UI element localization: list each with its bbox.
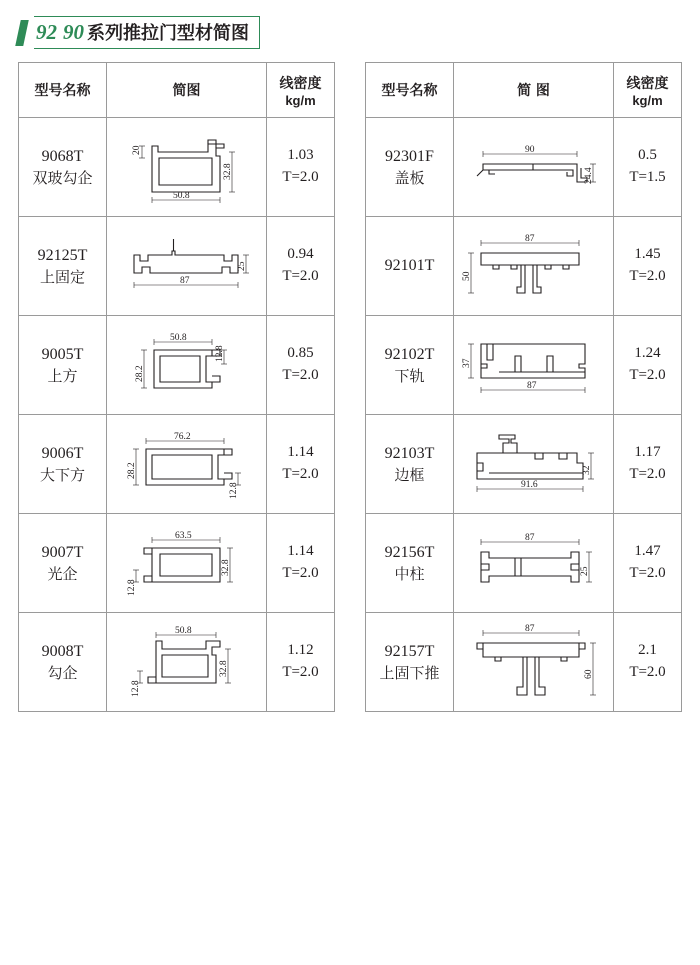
density-cell bbox=[267, 316, 335, 415]
density-value: 1.03 bbox=[287, 147, 314, 164]
dim-label: 12.8 bbox=[130, 680, 141, 697]
thickness-value: T=2.0 bbox=[629, 664, 666, 680]
table-row bbox=[19, 514, 335, 613]
density-value: 0.5 bbox=[638, 147, 657, 164]
header-name: 型号名称 bbox=[19, 63, 107, 118]
left-spec-table bbox=[18, 62, 335, 712]
dim-label: 50 bbox=[461, 271, 472, 281]
dim-label: 32.8 bbox=[218, 660, 229, 677]
profile-code: 92101T bbox=[384, 257, 435, 275]
header-density-label: 线密度 bbox=[279, 75, 322, 92]
dim-label: 25 bbox=[236, 261, 247, 271]
profile-code: 92156T bbox=[384, 544, 435, 562]
dim-label: 32 bbox=[581, 465, 592, 475]
dim-label: 87 bbox=[524, 533, 534, 543]
density-value: 1.12 bbox=[287, 642, 314, 659]
profile-cn-name: 上固下推 bbox=[379, 663, 440, 682]
table-row bbox=[366, 514, 682, 613]
profile-figure-cell bbox=[454, 613, 614, 712]
profile-diagram-9007t bbox=[112, 518, 262, 608]
density-cell bbox=[614, 118, 682, 217]
density-value: 0.94 bbox=[287, 246, 314, 263]
profile-cn-name: 双玻勾企 bbox=[32, 168, 93, 187]
density-value: 2.1 bbox=[638, 642, 657, 659]
thickness-value: T=2.0 bbox=[282, 367, 319, 383]
thickness-value: T=2.0 bbox=[282, 664, 319, 680]
density-cell bbox=[267, 514, 335, 613]
profile-figure-cell bbox=[454, 415, 614, 514]
header-name: 型号名称 bbox=[366, 63, 454, 118]
profile-cn-name: 光企 bbox=[47, 564, 78, 583]
profile-figure-cell bbox=[454, 118, 614, 217]
profile-code: 92103T bbox=[384, 445, 435, 463]
profile-cn-name: 勾企 bbox=[47, 663, 78, 682]
dim-label: 63.5 bbox=[174, 531, 192, 541]
density-value: 1.47 bbox=[634, 543, 661, 560]
density-value: 1.45 bbox=[634, 246, 661, 263]
dim-label: 12.8 bbox=[228, 482, 239, 499]
title-series-90: 90 bbox=[63, 20, 84, 44]
dim-label: 25 bbox=[579, 566, 590, 576]
profile-name-cell bbox=[19, 118, 107, 217]
table-row bbox=[366, 613, 682, 712]
profile-code: 92301F bbox=[385, 148, 434, 166]
table-row bbox=[19, 118, 335, 217]
profile-diagram-92156t bbox=[459, 518, 609, 608]
profile-name-cell bbox=[366, 217, 454, 316]
title-box bbox=[34, 16, 260, 49]
profile-figure-cell bbox=[454, 514, 614, 613]
density-value: 1.24 bbox=[634, 345, 661, 362]
profile-figure-cell bbox=[107, 217, 267, 316]
profile-diagram-9008t bbox=[112, 617, 262, 707]
profile-figure-cell bbox=[107, 118, 267, 217]
dim-label: 32.8 bbox=[220, 559, 231, 576]
dim-label: 12.8 bbox=[126, 579, 137, 596]
profile-name-cell bbox=[19, 316, 107, 415]
dim-label: 32.8 bbox=[222, 163, 233, 180]
profile-code: 9007T bbox=[41, 544, 84, 562]
dim-label: 91.6 bbox=[520, 480, 538, 490]
header-density-unit: kg/m bbox=[632, 92, 663, 108]
profile-cn-name: 边框 bbox=[394, 465, 425, 484]
profile-name-cell bbox=[366, 514, 454, 613]
table-row bbox=[366, 415, 682, 514]
thickness-value: T=2.0 bbox=[629, 367, 666, 383]
profile-figure-cell bbox=[454, 316, 614, 415]
profile-figure-cell bbox=[107, 415, 267, 514]
profile-code: 9005T bbox=[41, 346, 84, 364]
header-density bbox=[267, 63, 335, 118]
profile-diagram-9005t bbox=[112, 320, 262, 410]
thickness-value: T=2.0 bbox=[282, 466, 319, 482]
thickness-value: T=2.0 bbox=[282, 268, 319, 284]
profile-code: 92125T bbox=[37, 247, 88, 265]
profile-name-cell bbox=[19, 514, 107, 613]
table-header-row bbox=[19, 63, 335, 118]
dim-label: 28.2 bbox=[126, 462, 137, 479]
profile-name-cell bbox=[19, 613, 107, 712]
profile-code: 9068T bbox=[41, 148, 84, 166]
profile-name-cell bbox=[366, 118, 454, 217]
tables-container bbox=[18, 62, 682, 712]
table-row bbox=[19, 316, 335, 415]
thickness-value: T=2.0 bbox=[629, 268, 666, 284]
dim-label: 87 bbox=[179, 276, 189, 286]
table-row bbox=[366, 316, 682, 415]
density-cell bbox=[267, 217, 335, 316]
profile-name-cell bbox=[366, 316, 454, 415]
profile-name-cell bbox=[19, 217, 107, 316]
density-value: 1.14 bbox=[287, 444, 314, 461]
dim-label: 50.8 bbox=[172, 191, 190, 201]
density-cell bbox=[614, 514, 682, 613]
profile-diagram-9006t bbox=[112, 419, 262, 509]
header-density-unit: kg/m bbox=[285, 92, 316, 108]
dim-label: 87 bbox=[524, 624, 534, 634]
header-figure: 简 图 bbox=[454, 63, 614, 118]
profile-diagram-92301f bbox=[459, 122, 609, 212]
profile-figure-cell bbox=[454, 217, 614, 316]
density-value: 0.85 bbox=[287, 345, 314, 362]
table-row bbox=[19, 613, 335, 712]
title-text: 系列推拉门型材简图 bbox=[87, 23, 249, 44]
profile-cn-name: 上固定 bbox=[39, 267, 85, 286]
header-density-label: 线密度 bbox=[626, 75, 669, 92]
header-density bbox=[614, 63, 682, 118]
density-cell bbox=[267, 415, 335, 514]
right-spec-table bbox=[365, 62, 682, 712]
profile-diagram-9068t bbox=[112, 122, 262, 212]
dim-label: 87 bbox=[526, 381, 536, 391]
profile-diagram-92102t bbox=[459, 320, 609, 410]
dim-label: 60 bbox=[583, 669, 594, 679]
density-cell bbox=[267, 118, 335, 217]
profile-name-cell bbox=[366, 613, 454, 712]
profile-cn-name: 上方 bbox=[47, 366, 78, 385]
profile-cn-name: 大下方 bbox=[39, 465, 85, 484]
header-figure: 简图 bbox=[107, 63, 267, 118]
table-header-row bbox=[366, 63, 682, 118]
thickness-value: T=2.0 bbox=[629, 466, 666, 482]
density-cell bbox=[614, 316, 682, 415]
table-row bbox=[19, 217, 335, 316]
dim-label: 50.8 bbox=[169, 333, 187, 343]
profile-cn-name: 盖板 bbox=[394, 168, 425, 187]
dim-label: 37 bbox=[461, 358, 472, 368]
profile-diagram-92103t bbox=[459, 419, 609, 509]
page-title bbox=[18, 16, 260, 49]
table-row bbox=[366, 118, 682, 217]
profile-figure-cell bbox=[107, 613, 267, 712]
density-cell bbox=[267, 613, 335, 712]
density-cell bbox=[614, 613, 682, 712]
profile-code: 92157T bbox=[384, 643, 435, 661]
profile-name-cell bbox=[366, 415, 454, 514]
dim-label: 20 bbox=[131, 145, 142, 155]
thickness-value: T=2.0 bbox=[282, 565, 319, 581]
profile-code: 9008T bbox=[41, 643, 84, 661]
dim-label: 76.2 bbox=[173, 432, 191, 442]
dim-label: 87 bbox=[524, 234, 534, 244]
density-cell bbox=[614, 415, 682, 514]
title-accent-bar bbox=[15, 20, 29, 46]
profile-figure-cell bbox=[107, 514, 267, 613]
profile-cn-name: 下轨 bbox=[394, 366, 425, 385]
density-value: 1.17 bbox=[634, 444, 661, 461]
profile-figure-cell bbox=[107, 316, 267, 415]
profile-diagram-92125t bbox=[112, 221, 262, 311]
table-row bbox=[366, 217, 682, 316]
density-cell bbox=[614, 217, 682, 316]
dim-label: 28.2 bbox=[134, 365, 145, 382]
dim-label: 24.4 bbox=[583, 167, 594, 184]
table-row bbox=[19, 415, 335, 514]
dim-label: 90 bbox=[524, 145, 534, 155]
density-value: 1.14 bbox=[287, 543, 314, 560]
thickness-value: T=2.0 bbox=[629, 565, 666, 581]
profile-diagram-92101t bbox=[459, 221, 609, 311]
dim-label: 12.8 bbox=[214, 345, 225, 362]
profile-code: 92102T bbox=[384, 346, 435, 364]
title-series-92: 92 bbox=[36, 20, 57, 44]
profile-name-cell bbox=[19, 415, 107, 514]
dim-label: 50.8 bbox=[174, 626, 192, 636]
profile-cn-name: 中柱 bbox=[394, 564, 425, 583]
profile-diagram-92157t bbox=[459, 617, 609, 707]
profile-code: 9006T bbox=[41, 445, 84, 463]
thickness-value: T=1.5 bbox=[629, 169, 666, 185]
thickness-value: T=2.0 bbox=[282, 169, 319, 185]
